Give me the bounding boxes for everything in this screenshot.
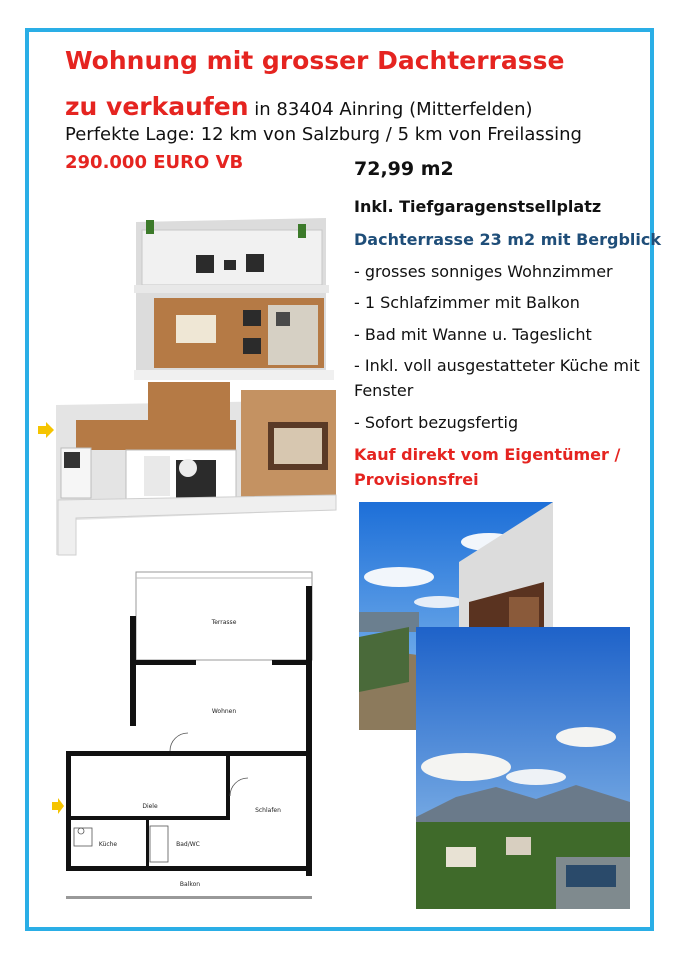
feature-item: - Inkl. voll ausgestatteter Küche mit xyxy=(354,356,640,375)
headline-location-detail: Perfekte Lage: 12 km von Salzburg / 5 km von Freilassing xyxy=(65,124,582,145)
room-label: Küche xyxy=(98,841,118,848)
garage: Inkl. Tiefgaragenstsellplatz xyxy=(354,197,602,216)
entrance-arrow-icon xyxy=(52,798,64,814)
terrace-feature: Dachterrasse 23 m2 mit Bergblick xyxy=(354,230,662,249)
owner-note-2: Provisionsfrei xyxy=(354,470,479,489)
area: 72,99 m2 xyxy=(354,158,454,180)
dining-table-icon xyxy=(176,315,216,343)
feature-item: - Sofort bezugsfertig xyxy=(354,413,519,432)
feature-item: Fenster xyxy=(354,381,414,400)
headline-title: Wohnung mit grosser Dachterrasse xyxy=(65,46,565,75)
owner-note: Kauf direkt vom Eigentümer / xyxy=(354,445,621,464)
stove-icon xyxy=(64,452,80,468)
room-label: Diele xyxy=(142,803,158,810)
plant-icon xyxy=(146,220,154,234)
headline-location: in 83404 Ainring (Mitterfelden) xyxy=(248,99,533,120)
floorplan-3d xyxy=(36,210,346,560)
plant-icon xyxy=(298,224,306,238)
feature-item: - grosses sonniges Wohnzimmer xyxy=(354,262,613,281)
floorplan-2d xyxy=(50,566,320,916)
room-label: Wohnen xyxy=(211,708,237,715)
bathtub-icon xyxy=(144,456,170,496)
chair-icon xyxy=(196,255,214,273)
feature-item: - 1 Schlafzimmer mit Balkon xyxy=(354,293,580,312)
room-label: Schlafen xyxy=(255,807,281,814)
price: 290.000 EURO VB xyxy=(65,152,244,173)
room-label: Terrasse xyxy=(211,619,237,626)
headline-subtitle xyxy=(65,92,533,121)
feature-item: - Bad mit Wanne u. Tageslicht xyxy=(354,325,592,344)
entrance-arrow-icon xyxy=(38,422,54,438)
chair-icon xyxy=(246,254,264,272)
room-label: Balkon xyxy=(179,881,201,888)
room-label: Bad/WC xyxy=(176,841,200,848)
headline-sale: zu verkaufen xyxy=(65,92,249,121)
table-icon xyxy=(224,260,236,270)
mountain-view-photo xyxy=(416,627,630,909)
